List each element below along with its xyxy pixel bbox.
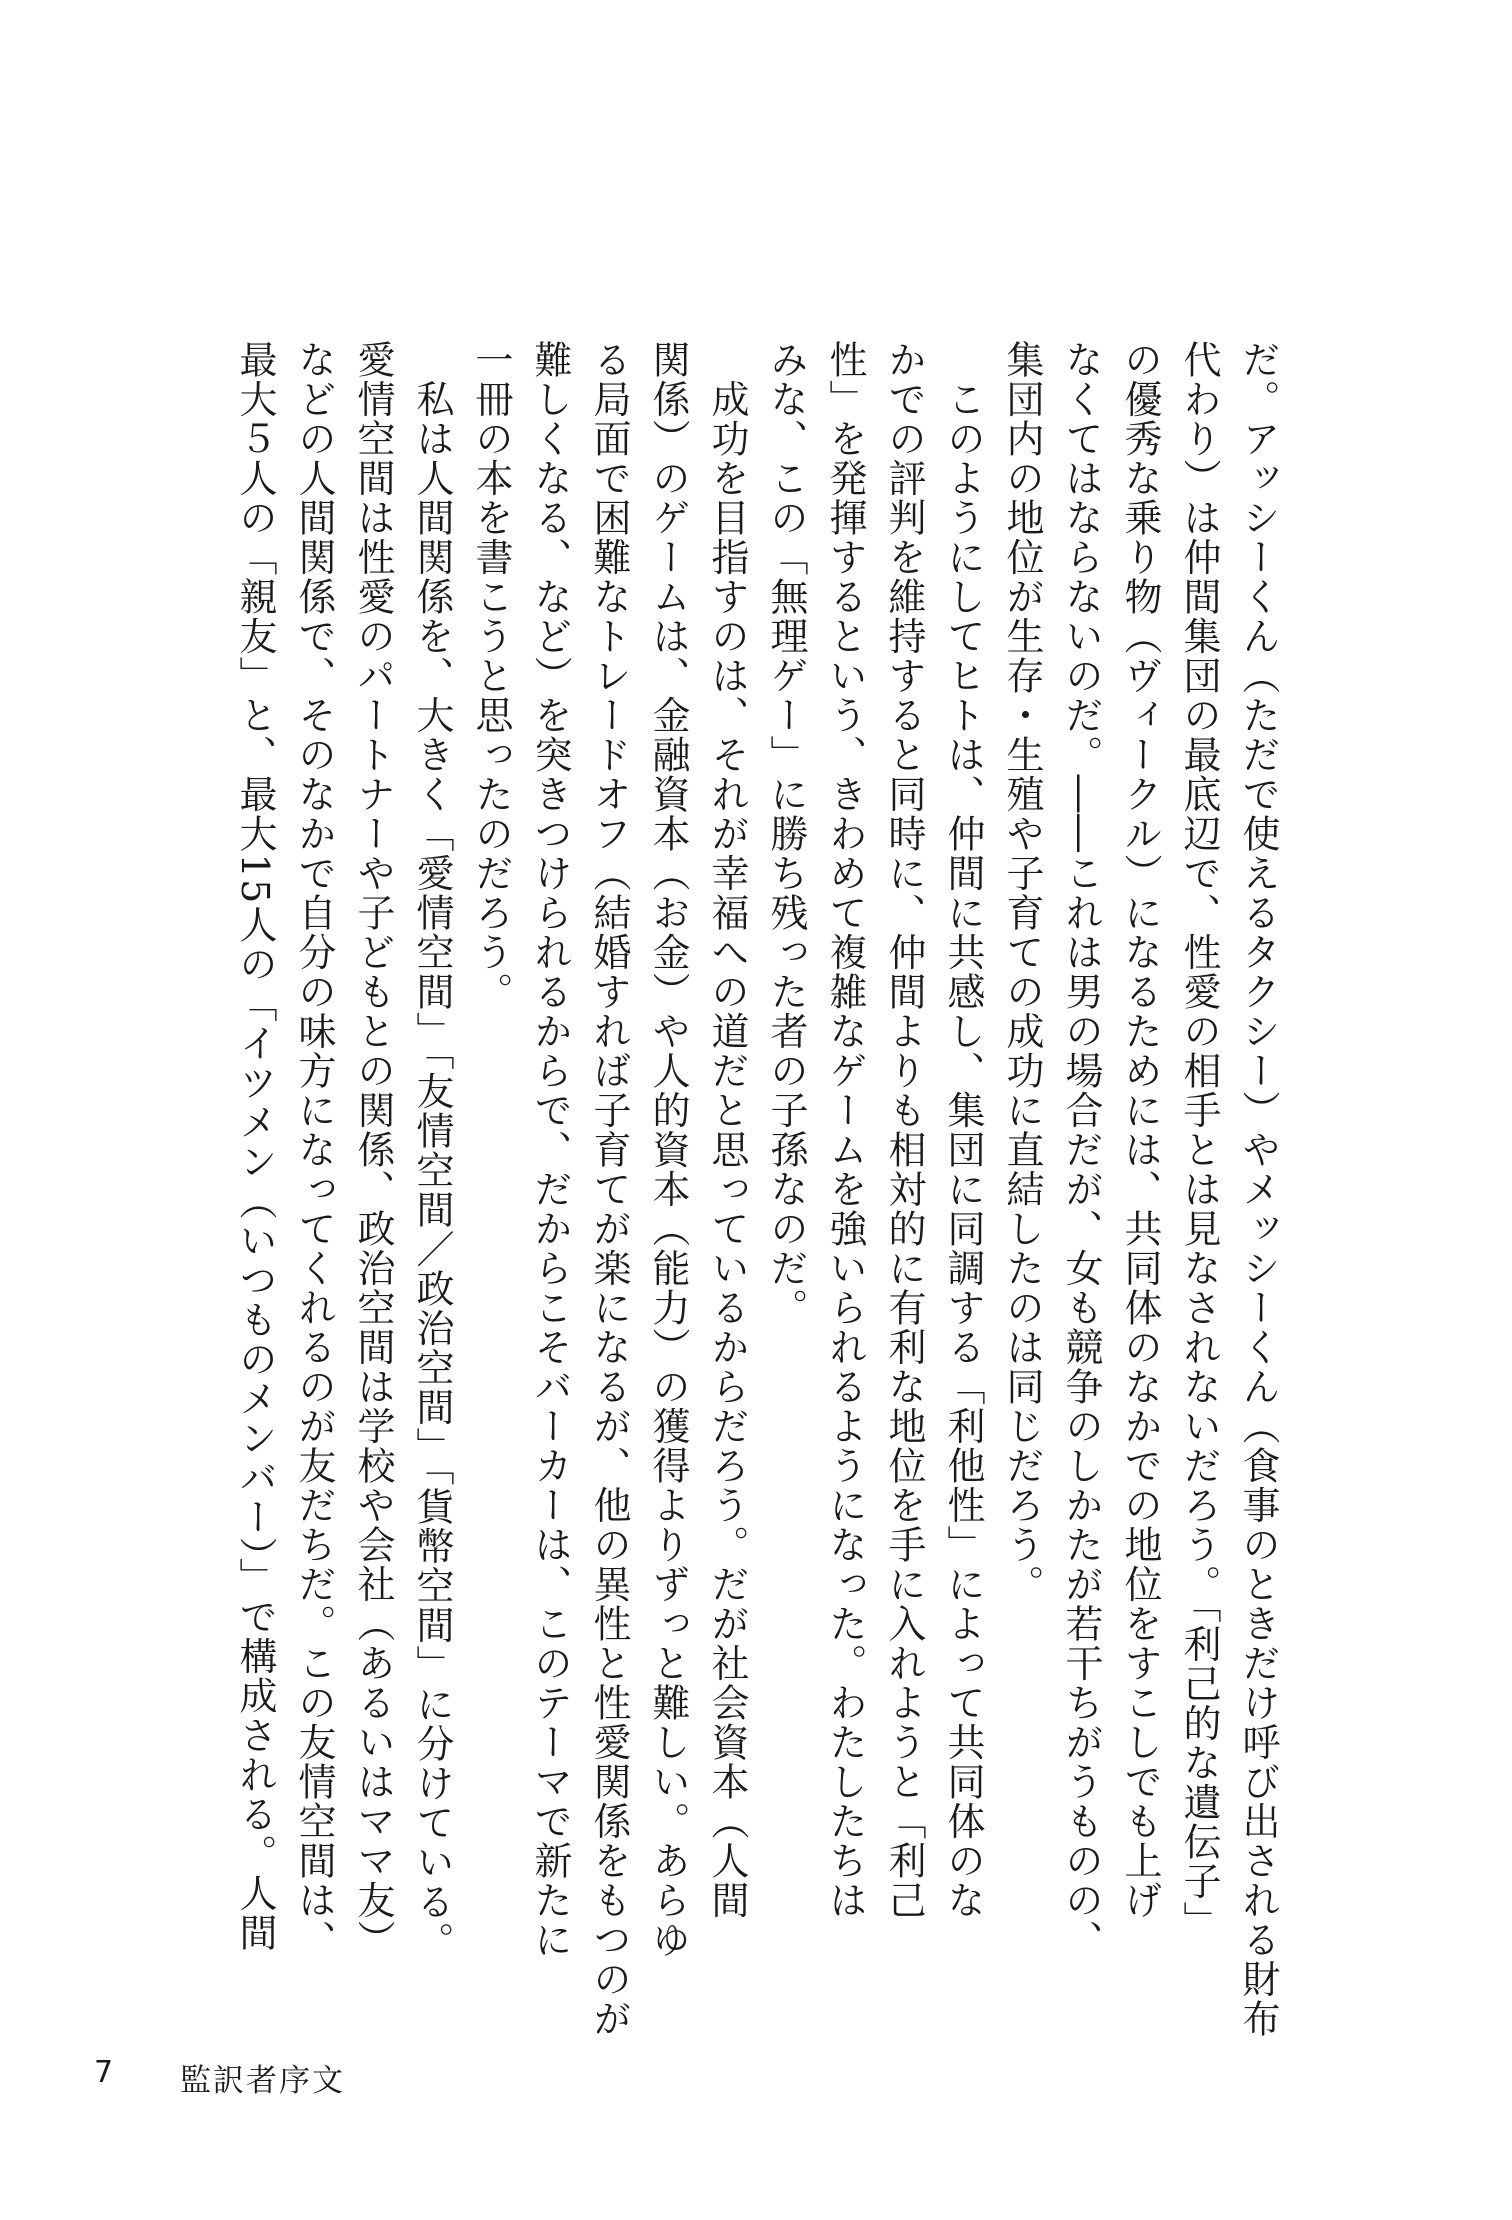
text-line: の優秀な乗り物（ヴィークル）になるためには、共同体のなかでの地位をすこしでも上げ: [1118, 340, 1162, 1920]
text-line: などの人間関係で、そのなかで自分の味方になってくれるのが友だちだ。この友情空間は、: [292, 340, 336, 1960]
text-line: 代わり）は仲間集団の最底辺で、性愛の相手とは見なされないだろう。「利己的な遺伝子」: [1177, 340, 1221, 1941]
running-head: 監訳者序文: [180, 2063, 345, 2099]
text-line: 一冊の本を書こうと思ったのだろう。: [469, 340, 513, 1012]
text-line: 難しくなる、など）を突きつけられるからで、だからこそバーカーは、このテーマで新たに: [528, 340, 572, 1960]
text-line: 関係）のゲームは、金融資本（お金）や人的資本（能力）の獲得よりずっと難しい。あらゆ: [646, 340, 690, 1960]
text-line: 性」を発揮するという、きわめて複雑なゲームを強いられるようになった。わたしたちは: [823, 340, 867, 1920]
text-line: 成功を目指すのは、それが幸福への道だと思っているからだろう。だが社会資本（人間: [705, 340, 749, 1920]
text-line: る局面で困難なトレードオフ（結婚すれば子育てが楽になるが、他の異性と性愛関係をもつのが: [587, 340, 631, 2039]
text-line: みな、この「無理ゲー」に勝ち残った者の子孫なのだ。: [764, 340, 808, 1328]
text-line: なくてはならないのだ。――これは男の場合だが、女も競争のしかたが若干ちがうものの、: [1059, 340, 1103, 1960]
body-text: [225, 340, 1287, 2039]
text-line: 愛情空間は性愛のパートナーや子どもとの関係、政治空間は学校や会社（あるいはママ友）: [351, 340, 395, 1960]
text-line: かでの評判を維持すると同時に、仲間よりも相対的に有利な地位を手に入れようと「利己: [882, 340, 926, 1920]
page-number: 7: [94, 2055, 114, 2090]
text-line: 集団内の地位が生存・生殖や子育ての成功に直結したのは同じだろう。: [1000, 340, 1044, 1604]
text-line: このようにしてヒトは、仲間に共感し、集団に同調する「利他性」によって共同体のな: [941, 340, 985, 1920]
text-line: だ。アッシーくん（ただで使えるタクシー）やメッシーくん（食事のときだけ呼び出される財布: [1236, 340, 1280, 2039]
text-line: 私は人間関係を、大きく「愛情空間」「友情空間／政治空間」「貨幣空間」に分けている。: [410, 340, 454, 1961]
text-line: 最大５人の「親友」と、最大15人の「イツメン（いつものメンバー）」で構成される。人間: [233, 340, 277, 1953]
page-footer: [0, 2055, 1512, 2105]
